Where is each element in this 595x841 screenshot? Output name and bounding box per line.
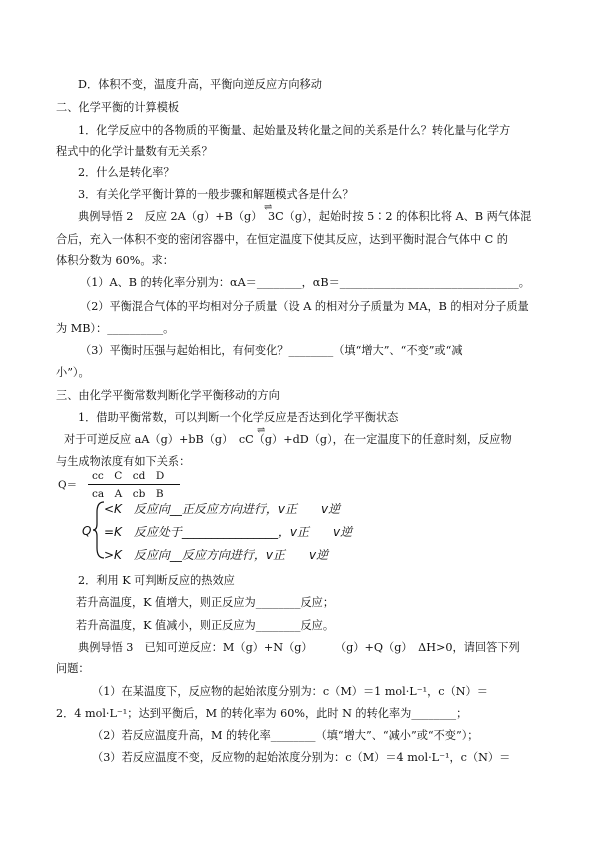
- handwritten-q: Q: [82, 524, 92, 538]
- example-2-question-3-line-2: 小”）。: [56, 366, 90, 379]
- handwritten-row-equal: =K 反应处于________________，v正 v逆: [104, 525, 353, 539]
- handwritten-row-greater: >K 反应向__反应方向进行，v正 v逆: [104, 548, 329, 562]
- example-2-question-2-line-2: 为 MB）：__________。: [56, 322, 175, 335]
- example-2-question-1: （1）A、B 的转化率分别为：αA＝________，αB＝________________________________。: [80, 276, 530, 289]
- section-heading-2: 二、化学平衡的计算模板: [56, 101, 180, 114]
- question-1-line-1: 1．化学反应中的各物质的平衡量、起始量及转化量之间的关系是什么？转化量与化学方: [78, 124, 511, 137]
- point-1: 1．借助平衡常数，可以判断一个化学反应是否达到化学平衡状态: [78, 411, 399, 424]
- formula-numerator: cc C cd D: [92, 470, 165, 482]
- example-3-question-2: （2）若反应温度升高，M 的转化率________（填“增大”、“减小”或“不变”）；: [92, 729, 479, 742]
- example-3-question-1-line-2: 2．4 mol·L⁻¹；达到平衡后，M 的转化率为 60%，此时 N 的转化率为________；: [56, 707, 468, 720]
- example-2-line-3: 体积分数为 60%。求：: [56, 254, 174, 267]
- example-2-question-3-line-1: （3）平衡时压强与起始相比，有何变化？________（填“增大”、“不变”或“减: [80, 344, 463, 357]
- handwritten-row-less: <K 反应向__正反应方向进行，v正 v逆: [104, 502, 341, 516]
- example-3-question-1-line-1: （1）在某温度下，反应物的起始浓度分别为：c（M）＝1 mol·L⁻¹，c（N）＝: [92, 685, 488, 698]
- example-3-line-1: 典例导悟 3 已知可逆反应：M（g）+N（g） （g）+Q（g） ΔH>0，请回答下列: [78, 641, 520, 654]
- formula-denominator: ca A cb B: [92, 488, 164, 500]
- equilibrium-arrow-2: ⇌: [257, 425, 266, 436]
- example-3-line-2: 问题：: [56, 662, 90, 675]
- fraction-bar: [88, 484, 180, 485]
- question-3: 3．有关化学平衡计算的一般步骤和解题模式各是什么？: [78, 188, 354, 201]
- example-2-line-1: 典例导悟 2 反应 2A（g）+B（g） 3C（g），起始时按 5∶2 的体积比将 A、B 两气体混: [78, 210, 532, 223]
- equilibrium-arrow: ⇌: [264, 202, 273, 213]
- question-2: 2．什么是转化率？: [78, 166, 175, 179]
- example-2-question-2-line-1: （2）平衡混合气体的平均相对分子质量（设 A 的相对分子质量为 MA，B 的相对分子质量: [80, 300, 529, 313]
- point-2-line-2: 若升高温度，K 值减小，则正反应为________反应。: [76, 619, 335, 632]
- formula-q-lhs: Q＝: [58, 479, 78, 491]
- point-2: 2．利用 K 可判断反应的热效应: [78, 574, 235, 587]
- question-1-line-2: 程式中的化学计量数有无关系？: [56, 145, 213, 158]
- point-2-line-1: 若升高温度，K 值增大，则正反应为________反应；: [76, 596, 335, 609]
- point-1-line-1: 对于可逆反应 aA（g）+bB（g） cC（g）+dD（g），在一定温度下的任意时刻，反应物: [64, 433, 512, 446]
- section-heading-3: 三、由化学平衡常数判断化学平衡移动的方向: [56, 389, 280, 402]
- example-3-question-3: （3）若反应温度不变，反应物的起始浓度分别为：c（M）＝4 mol·L⁻¹，c（N）＝: [92, 751, 511, 764]
- option-d: D．体积不变，温度升高，平衡向逆反应方向移动: [78, 78, 322, 91]
- example-2-line-2: 合后，充入一体积不变的密闭容器中，在恒定温度下使其反应，达到平衡时混合气体中 C 的: [56, 233, 508, 246]
- point-1-line-2: 与生成物浓度有如下关系：: [56, 455, 191, 468]
